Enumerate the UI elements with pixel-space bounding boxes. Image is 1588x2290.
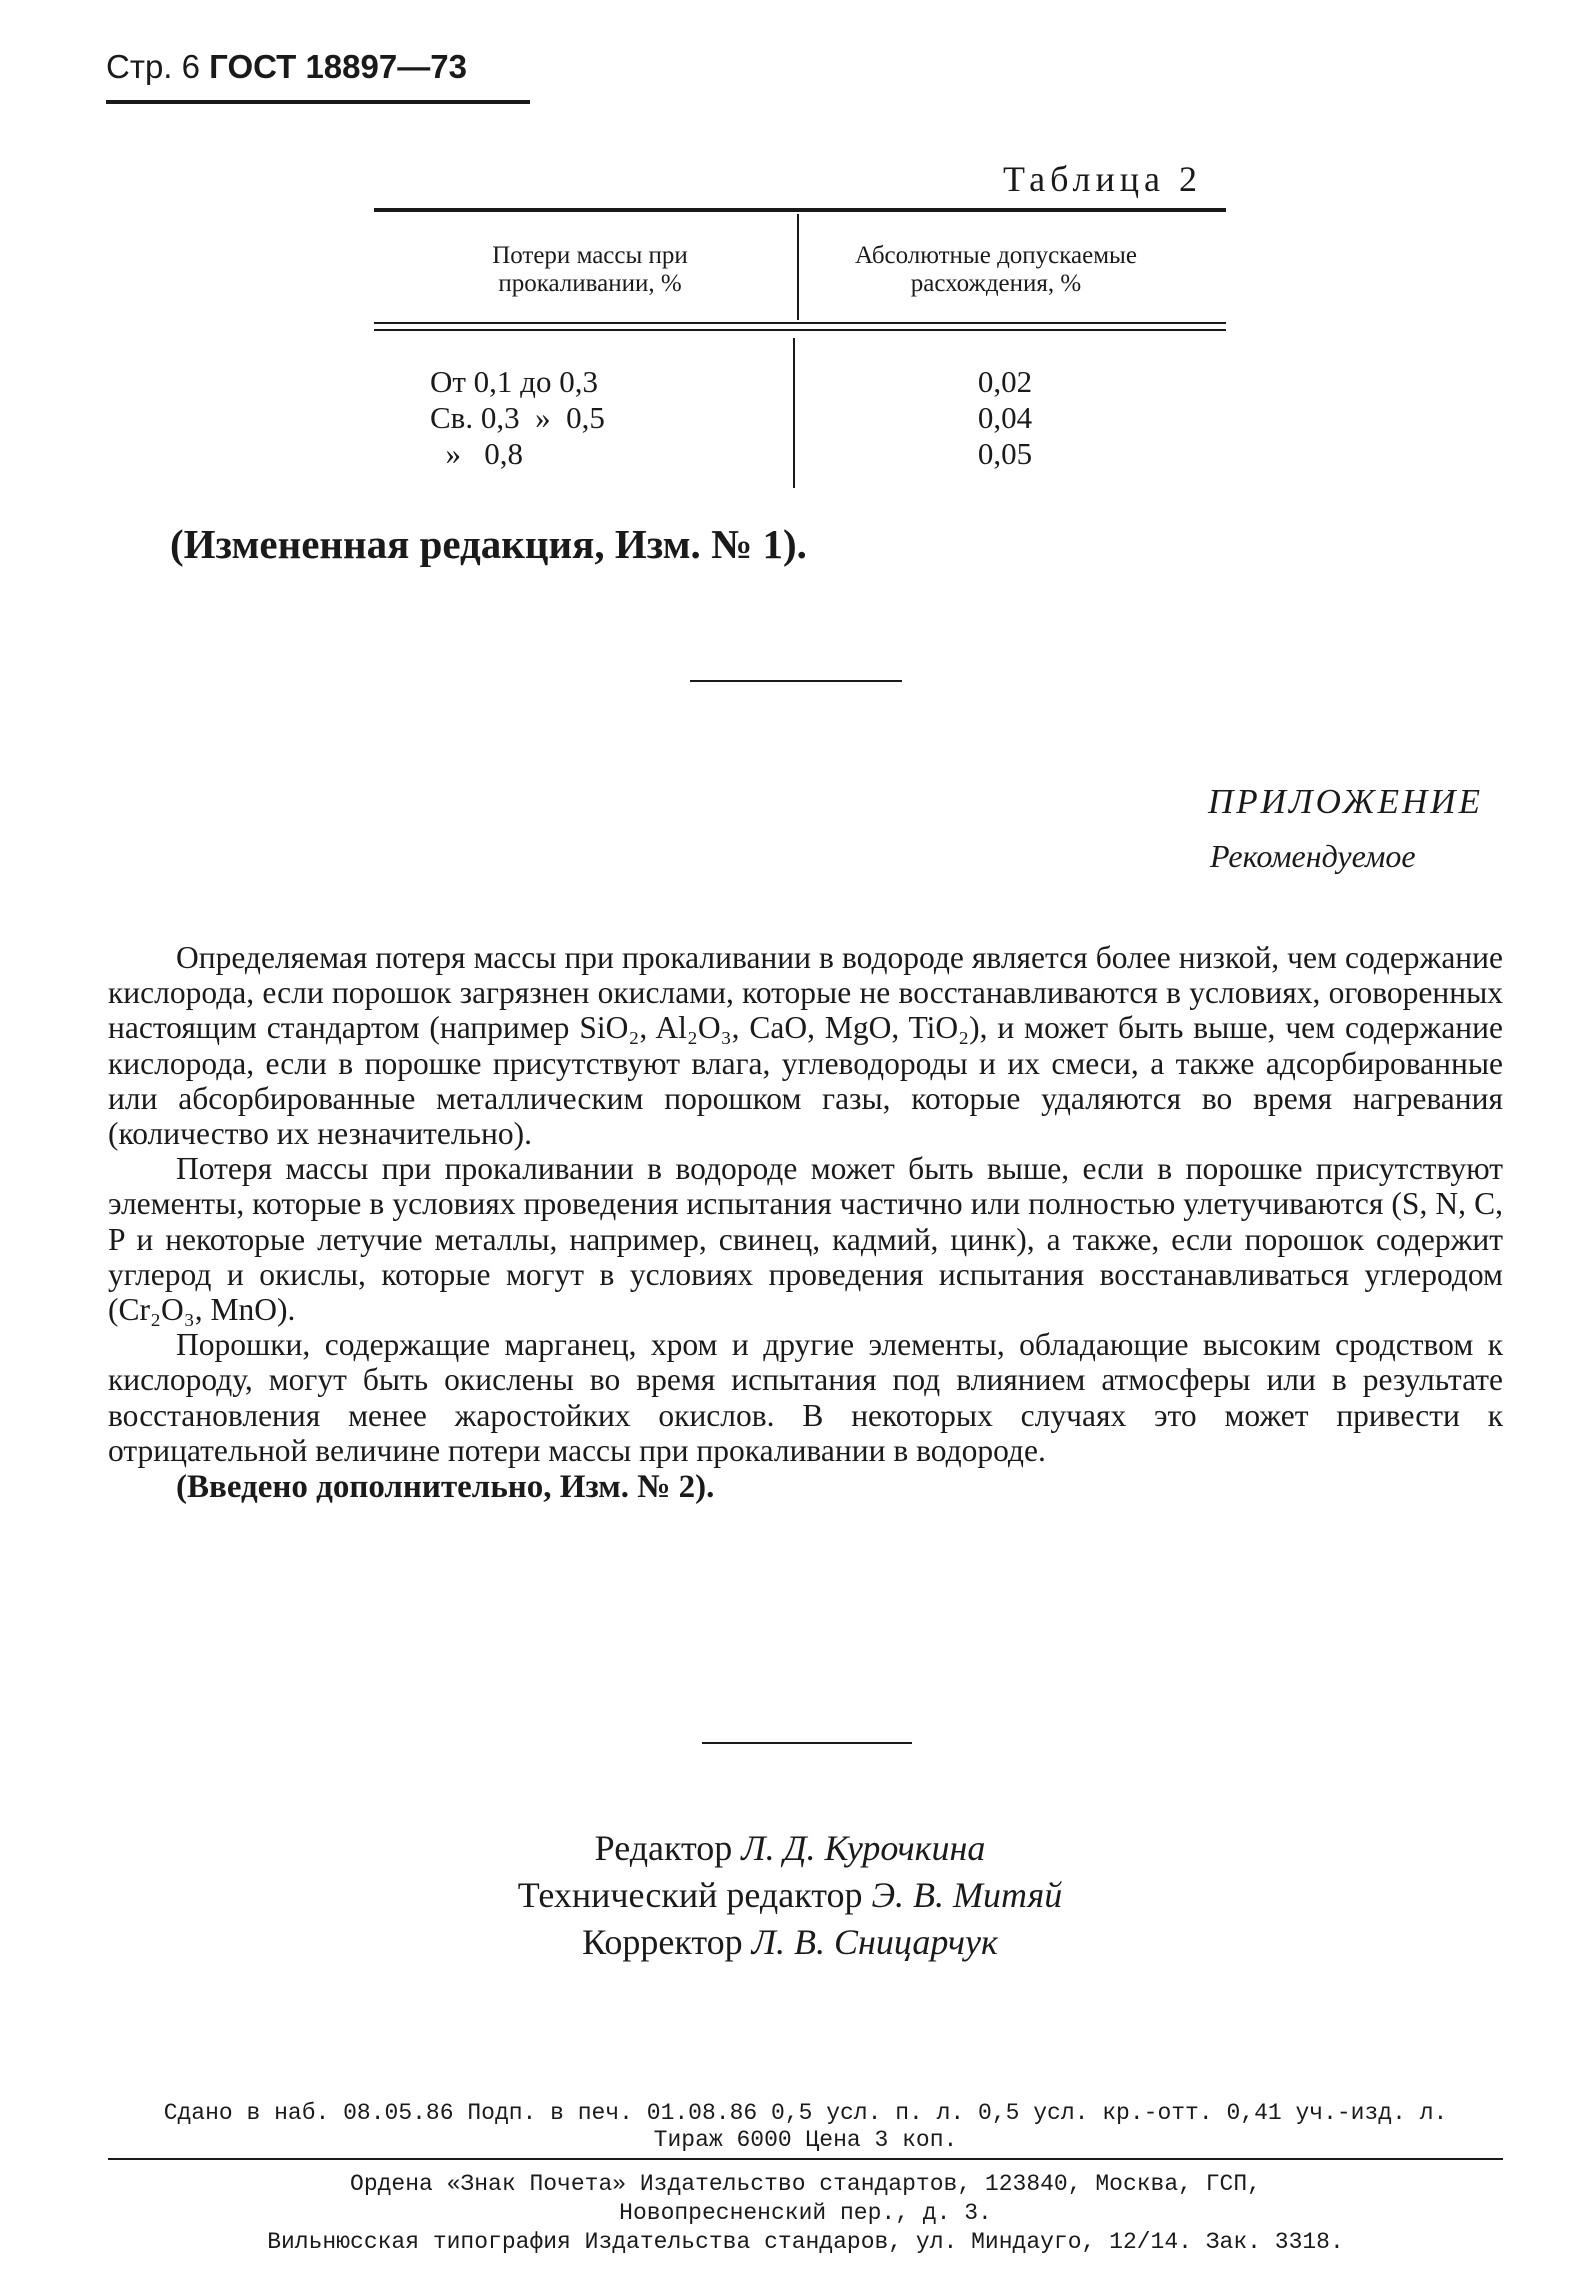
appendix-subtitle: Рекомендуемое — [1210, 838, 1416, 874]
credit-name: Л. В. Сницарчук — [751, 1922, 998, 1962]
page-number: Стр. 6 — [106, 48, 200, 85]
table-header-rule — [374, 322, 1226, 324]
table-cell-value: 0,04 — [977, 400, 1033, 435]
credit-name: Л. Д. Курочкина — [741, 1828, 986, 1868]
table-cell-value: 0,02 — [977, 364, 1033, 399]
printing-house: Вильнюсская типография Издательства стандаров, ул. Миндауго, 12/14. Зак. 3318. — [267, 2229, 1344, 2255]
table-cell-range: От 0,1 до 0,3 — [430, 364, 598, 399]
credit-role: Корректор — [582, 1922, 743, 1962]
section-divider — [690, 680, 902, 682]
credit-role: Технический редактор — [517, 1875, 863, 1915]
imprint-rule — [108, 2158, 1503, 2160]
publisher-info — [108, 2170, 1503, 2257]
header-rule — [106, 100, 530, 104]
print-run: Тираж 6000 Цена 3 коп. — [653, 2127, 958, 2153]
table-top-rule — [374, 208, 1226, 212]
print-details — [108, 2100, 1503, 2154]
credit-tech-editor — [300, 1872, 1280, 1919]
table-header-mass-loss: Потери массы при прокаливании, % — [492, 242, 688, 297]
credit-name: Э. В. Митяй — [871, 1875, 1063, 1915]
gost-number: ГОСТ 18897—73 — [209, 48, 467, 85]
table-body-divider — [793, 338, 795, 488]
table-cell-range: » 0,8 — [430, 436, 523, 471]
paragraph: Определяемая потеря массы при прокаливании в водороде является более низкой, чем содержание кислорода, если порошок загрязнен окислами, которые не восстанавливаются в условиях, оговоренных настоящим стандартом (например SiO₂, Al₂O₃, CaO, MgO, TiO₂), и может быть выше, чем содержание кислорода, если в порошке присутствуют влага, углеводороды и их смеси, а также адсорбированные или абсорбированные металлическим порошком газы, которые удаляются во время нагревания (количество их незначительно). — [108, 940, 1503, 1152]
page-header — [106, 48, 467, 86]
paragraph: Порошки, содержащие марганец, хром и другие элементы, обладающие высоким сродством к кислороду, могут быть окислены во время испытания под влиянием атмосферы или в результате восстановления менее жаростойких окислов. В некоторых случаях это может привести к отрицательной величине потери массы при прокаливании в водороде. — [108, 1327, 1503, 1468]
appendix-body — [108, 940, 1503, 1505]
publisher-address: Новопресненский пер., д. 3. — [619, 2200, 992, 2226]
credit-role: Редактор — [594, 1828, 733, 1868]
table-header-discrepancy: Абсолютные допускаемые расхождения, % — [855, 242, 1137, 297]
amendment-note-2: (Введено дополнительно, Изм. № 2). — [176, 1469, 715, 1506]
credits — [300, 1825, 1280, 1966]
table-header-rule-double — [374, 329, 1226, 331]
credit-editor — [300, 1825, 1280, 1872]
table-col-values — [900, 364, 1110, 472]
section-divider — [702, 1742, 912, 1744]
table-col-ranges — [430, 364, 605, 472]
appendix-title: ПРИЛОЖЕНИЕ — [1208, 782, 1483, 821]
table-cell-value: 0,05 — [977, 436, 1033, 471]
publisher-name: Ордена «Знак Почета» Издательство стандартов, 123840, Москва, ГСП, — [350, 2171, 1261, 2197]
amendment-note-1: (Измененная редакция, Изм. № 1). — [170, 521, 807, 567]
table-caption: Таблица 2 — [1003, 159, 1202, 199]
paragraph: Потеря массы при прокаливании в водороде может быть выше, если в порошке присутствуют элементы, которые в условиях проведения испытания частично или полностью улетучиваются (S, N, C, P и некоторые летучие металлы, например, свинец, кадмий, цинк), а также, если порошок содержит углерод и окислы, которые могут в условиях проведения испытания восстанавливаться углеродом (Cr₂O₃, MnO). — [108, 1151, 1503, 1328]
table-cell-range: Св. 0,3 » 0,5 — [430, 400, 605, 435]
credit-corrector — [300, 1919, 1280, 1966]
print-dates: Сдано в наб. 08.05.86 Подп. в печ. 01.08.86 0,5 усл. п. л. 0,5 усл. кр.-отт. 0,41 уч.-изд. л. — [163, 2100, 1448, 2126]
